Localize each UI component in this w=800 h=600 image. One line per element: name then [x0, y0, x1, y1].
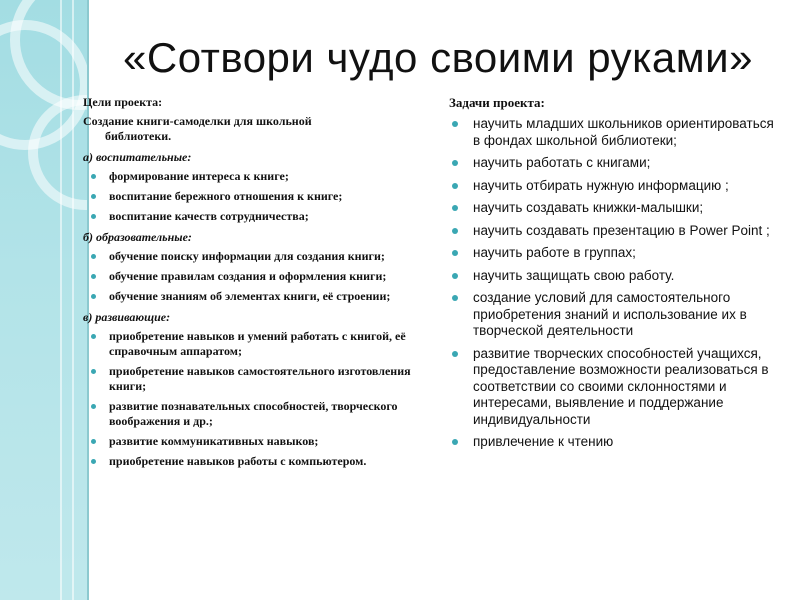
section-list	[83, 169, 438, 224]
list-item-text: формирование интереса к книге;	[109, 169, 289, 183]
bullet-icon	[452, 160, 458, 166]
list-item	[83, 399, 438, 429]
bullet-icon	[91, 334, 96, 339]
bullet-icon	[452, 273, 458, 279]
list-item	[449, 223, 774, 240]
list-item	[449, 245, 774, 262]
list-item-text: обучение знаниям об элементах книги, её строении;	[109, 289, 391, 303]
bullet-icon	[91, 459, 96, 464]
bullet-icon	[452, 205, 458, 211]
goals-intro-cont: библиотеки.	[105, 129, 172, 143]
list-item	[449, 116, 774, 149]
list-item-text: научить создавать презентацию в Power Point ;	[473, 222, 770, 238]
bullet-icon	[452, 228, 458, 234]
list-item	[83, 434, 438, 449]
bullet-icon	[452, 250, 458, 256]
list-item-text: научить защищать свою работу.	[473, 267, 675, 283]
list-item	[449, 346, 774, 429]
section-label: в) развивающие:	[83, 310, 171, 324]
goals-heading: Цели проекта:	[83, 95, 163, 109]
bullet-icon	[91, 294, 96, 299]
bullet-icon	[91, 369, 96, 374]
list-item-text: развитие творческих способностей учащихся, предоставление возможности реализоваться в соответствии со своими склонностями и интересами, выявление и поддержание индивидуальности	[473, 345, 769, 427]
bullet-icon	[91, 174, 96, 179]
list-item	[83, 364, 438, 394]
slide-title: «Сотвори чудо своими руками»	[123, 34, 753, 81]
goals-intro: Создание книги-самоделки для школьной	[83, 114, 312, 128]
bullet-icon	[452, 121, 458, 127]
bullet-icon	[452, 351, 458, 357]
bullet-icon	[91, 194, 96, 199]
list-item-text: приобретение навыков самостоятельного изготовления книги;	[109, 364, 411, 393]
list-item-text: научить работе в группах;	[473, 245, 636, 260]
list-item-text: привлечение к чтению	[473, 434, 614, 449]
bullet-icon	[91, 214, 96, 219]
section-list	[83, 249, 438, 304]
list-item-text: обучение поиску информации для создания книги;	[109, 249, 385, 263]
section-label: б) образовательные:	[83, 230, 192, 244]
list-item-text: научить младших школьников ориентироваться в фондах школьной библиотеки;	[473, 116, 774, 148]
bullet-icon	[452, 183, 458, 189]
tasks-heading: Задачи проекта:	[449, 95, 545, 110]
list-item	[449, 200, 774, 217]
list-item	[449, 178, 774, 195]
list-item	[83, 169, 438, 184]
list-item	[83, 289, 438, 304]
list-item	[449, 268, 774, 285]
section-list	[83, 329, 438, 469]
section-label: а) воспитательные:	[83, 150, 192, 164]
list-item-text: развитие познавательных способностей, творческого воображения и др.;	[109, 399, 398, 428]
list-item	[449, 434, 774, 451]
list-item	[83, 269, 438, 284]
list-item	[83, 329, 438, 359]
list-item	[83, 189, 438, 204]
list-item-text: воспитание бережного отношения к книге;	[109, 189, 343, 203]
bullet-icon	[452, 295, 458, 301]
list-item	[83, 209, 438, 224]
list-item-text: научить работать с книгами;	[473, 155, 651, 170]
tasks-column	[449, 95, 774, 457]
goals-column	[83, 95, 438, 474]
list-item	[83, 249, 438, 264]
list-item-text: обучение правилам создания и оформления книги;	[109, 269, 387, 283]
decorative-side-band	[0, 0, 89, 600]
bullet-icon	[91, 254, 96, 259]
list-item-text: создание условий для самостоятельного приобретения знаний и использование их в творческой деятельности	[473, 290, 747, 338]
tasks-list	[449, 116, 774, 451]
bullet-icon	[91, 404, 96, 409]
list-item	[449, 290, 774, 340]
bullet-icon	[91, 274, 96, 279]
list-item-text: научить отбирать нужную информацию ;	[473, 177, 729, 193]
list-item	[83, 454, 438, 469]
list-item-text: развитие коммуникативных навыков;	[109, 434, 319, 448]
list-item-text: научить создавать книжки-малышки;	[473, 200, 704, 215]
list-item-text: воспитание качеств сотрудничества;	[109, 209, 309, 223]
list-item-text: приобретение навыков и умений работать с книгой, её справочным аппаратом;	[109, 329, 406, 358]
bullet-icon	[452, 439, 458, 445]
list-item	[449, 155, 774, 172]
list-item-text: приобретение навыков работы с компьютером.	[109, 454, 367, 468]
bullet-icon	[91, 439, 96, 444]
